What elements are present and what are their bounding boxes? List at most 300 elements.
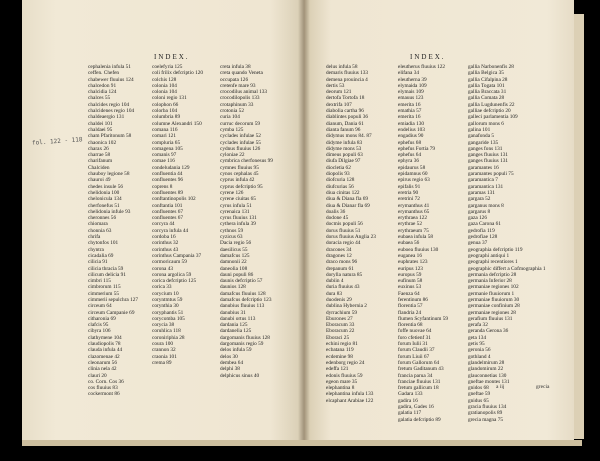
index-entry: dublina Hybernia 2 xyxy=(326,303,367,310)
index-entry: dorus fluuius 51 xyxy=(326,227,361,234)
left-column-2 xyxy=(152,64,218,366)
index-entry: cilicia 91 xyxy=(88,259,108,266)
index-entry: garamantes 16 xyxy=(468,164,499,171)
index-entry: coruhlica 118 xyxy=(152,328,181,335)
index-entry: confluentia 44 xyxy=(152,171,183,178)
index-entry: cordoba 16 xyxy=(152,234,176,241)
index-entry: edeffa 121 xyxy=(326,366,349,373)
index-entry: gallia Braccata 31 xyxy=(468,89,507,96)
index-entry: ganges fluuius 131 xyxy=(468,152,509,159)
index-entry: Gadara 133 xyxy=(398,391,423,398)
index-entry: euganea 16 xyxy=(398,252,422,259)
index-entry: corycomba 105 xyxy=(152,315,185,322)
index-entry: gallorum mons 6 xyxy=(468,120,504,127)
index-entry: cythnos 59 xyxy=(220,227,244,234)
index-entry: emerita 16 xyxy=(398,114,421,121)
index-entry: gedrofiae 128 xyxy=(468,234,498,241)
index-entry: garamantica 131 xyxy=(468,183,504,190)
index-entry: docmis populi 56 xyxy=(326,221,363,228)
index-entry: colorba 104 xyxy=(152,108,178,115)
index-entry: cymnes fluuius 95 xyxy=(220,164,259,171)
index-entry: cyrus infula 51 xyxy=(220,202,252,209)
index-entry: florentia 57 xyxy=(398,303,423,310)
index-entry: gnidus 65 xyxy=(468,397,489,404)
index-entry: danubius fluuius 113 xyxy=(220,303,265,310)
index-entry: gargarus 8 xyxy=(468,208,491,215)
index-entry: germaniae regiones 28 xyxy=(468,309,516,316)
index-entry: emiadia 130 xyxy=(398,120,425,127)
index-entry: curia 104 xyxy=(220,114,240,121)
index-entry: chalcidenes regio 104 xyxy=(88,108,135,115)
index-entry: germania Inferior 28 xyxy=(468,278,512,285)
index-entry: foro cfetienf 31 xyxy=(398,334,431,341)
index-entry: chelidonia 100 xyxy=(88,189,120,196)
page-edges xyxy=(574,14,584,439)
book-gutter xyxy=(298,0,310,443)
index-entry: chonnia 63 xyxy=(88,227,112,234)
index-entry: chauboy legione 58 xyxy=(88,171,130,178)
index-entry: dauni populi 86 xyxy=(220,271,254,278)
index-entry: chaldei 101 xyxy=(88,120,113,127)
index-entry: curruc decorum 59 xyxy=(220,120,261,127)
index-entry: drepanum 61 xyxy=(326,265,354,272)
index-entry: germania defcriptio 28 xyxy=(468,271,517,278)
index-entry: corinthus 43 xyxy=(152,246,179,253)
index-entry: corcyra infula 44 xyxy=(152,227,189,234)
index-entry: dianum, Dania 61 xyxy=(326,120,364,127)
index-entry: columne Alexandri 150 xyxy=(152,120,202,127)
index-entry: erythraeum 75 xyxy=(398,227,429,234)
index-entry: confluentes 89 xyxy=(152,189,184,196)
index-entry: dimeus populi 63 xyxy=(326,152,363,159)
index-entry: colonia 104 xyxy=(152,89,177,96)
index-entry: garamas 131 xyxy=(468,189,495,196)
index-entry: ceffen. Chefen xyxy=(88,70,120,77)
index-entry: europus 59 xyxy=(398,271,422,278)
index-entry: dianta fanum 96 xyxy=(326,126,361,133)
index-entry: ephyra 36 xyxy=(398,158,420,165)
index-entry: elcaphant Arabiae 122 xyxy=(326,397,374,404)
index-entry: delos 30 xyxy=(220,353,238,360)
index-entry: geographi recentiores 1 xyxy=(468,259,518,266)
index-entry: chalcedon 91 xyxy=(88,82,117,89)
index-entry: getis 95 xyxy=(468,341,485,348)
index-entry: geranda Gerona 36 xyxy=(468,328,509,335)
index-entry: cimbrorum 115 xyxy=(88,284,121,291)
index-entry: colonia 104 xyxy=(152,82,177,89)
index-entry: creta quando Veneta xyxy=(220,70,263,77)
index-entry: cham Pfaritonum 58 xyxy=(88,133,132,140)
index-entry: coryntmtus 59 xyxy=(152,296,183,303)
index-entry: geographic differt a Cofmographia 1 xyxy=(468,265,546,272)
index-entry: geta 134 xyxy=(468,334,487,341)
index-entry: charax 26 xyxy=(88,145,109,152)
index-entry: gedrofia 119 xyxy=(468,227,495,234)
index-entry: gerafium fluuius 131 xyxy=(468,315,513,322)
index-entry: clathymene 104 xyxy=(88,334,122,341)
index-entry: erythrae 52 xyxy=(398,221,422,228)
index-entry: daesilicus 55 xyxy=(220,246,248,253)
index-entry: geronia 56 xyxy=(468,347,491,354)
index-entry: corynthia 30 xyxy=(152,303,179,310)
index-entry: gnidos 68 xyxy=(468,385,489,392)
index-entry: euxinus 53 xyxy=(398,284,422,291)
index-entry: eubaea 56 xyxy=(398,240,420,247)
index-entry: cyclades infulae 55 xyxy=(220,139,261,146)
index-entry: conftantinopolis 102 xyxy=(152,196,196,203)
index-entry: chauroi 49 xyxy=(88,177,111,184)
index-entry: co. Corn. Cos 36 xyxy=(88,378,124,385)
index-entry: circeum 64 xyxy=(88,303,112,310)
index-entry: confluentes 67 xyxy=(152,208,184,215)
index-entry: ferentinum 86 xyxy=(398,296,428,303)
right-column-3 xyxy=(468,64,546,423)
index-entry: crotonia 52 xyxy=(220,108,244,115)
index-entry: delus infula 58 xyxy=(326,64,358,70)
index-entry: glauconnetias 130 xyxy=(468,372,507,379)
index-entry: demaris fluuius 133 xyxy=(326,70,369,77)
index-entry: damafcus fluuius 128 xyxy=(220,290,266,297)
index-entry: dorus fluuius Anglia 23 xyxy=(326,234,376,241)
index-entry: ganges fluuius 131 xyxy=(468,158,509,165)
index-entry: crotaphinum 33 xyxy=(220,101,254,108)
index-entry: chyntra xyxy=(88,246,104,253)
index-entry: dextrifa 107 xyxy=(326,101,352,108)
index-entry: garganus mons 8 xyxy=(468,202,504,209)
index-entry: clauri 20 xyxy=(88,372,107,379)
index-entry: gallia Lugdunenfis 22 xyxy=(468,101,515,108)
index-entry: diufa Dilgiae 97 xyxy=(326,158,361,165)
index-entry: chaonica 102 xyxy=(88,139,117,146)
index-entry: cretenfe mare 93 xyxy=(220,82,256,89)
index-entry: dertofa Tortofa 18 xyxy=(326,95,365,102)
index-entry: fretum gallicum 18 xyxy=(398,385,439,392)
index-entry: forum Liuii 67 xyxy=(398,353,430,360)
index-entry: diua & Dianar fla 69 xyxy=(326,202,370,209)
index-entry: Dacia regio 56 xyxy=(220,240,252,247)
index-entry: dembea 64 xyxy=(220,359,244,366)
index-entry: delphicus sinus 40 xyxy=(220,372,260,379)
index-entry: germanie fluuiorum 1 xyxy=(468,290,515,297)
index-entry: chalcidia 124 xyxy=(88,89,117,96)
index-entry: grecia magna 75 xyxy=(468,416,504,423)
index-entry: epidamnus 60 xyxy=(398,171,428,178)
index-entry: chedes insule 56 xyxy=(88,183,124,190)
index-entry: emathia 57 xyxy=(398,108,422,115)
index-entry: chytonfos 101 xyxy=(88,240,119,247)
index-entry: gaza 126 xyxy=(468,215,487,222)
index-entry: endelius 103 xyxy=(398,126,425,133)
index-entry: didyme mons 53 xyxy=(326,145,362,152)
index-entry: danubius 31 xyxy=(220,309,246,316)
index-entry: forum Iulii 31 xyxy=(398,341,428,348)
index-entry: dracones 34 xyxy=(326,246,352,253)
index-entry: galatia 117 xyxy=(398,410,422,417)
index-entry: ephefus 68 xyxy=(398,139,422,146)
index-entry: dura 83 xyxy=(326,290,343,297)
index-entry: clazomenae 42 xyxy=(88,353,120,360)
index-entry: clinia nela 42 xyxy=(88,366,117,373)
index-entry: gallia Cifalpina 28 xyxy=(468,76,508,83)
index-entry: dodone 45 xyxy=(326,215,349,222)
index-entry: compluria 65 xyxy=(152,139,181,146)
index-entry: egeon mare 35 xyxy=(326,378,358,385)
index-entry: coryphantis 51 xyxy=(152,309,184,316)
index-entry: circeum Campanie 69 xyxy=(88,309,135,316)
right-page-header: INDEX. xyxy=(410,53,446,61)
index-entry: coura 100 xyxy=(152,341,174,348)
index-entry: garamantica 7 xyxy=(468,177,498,184)
index-entry: condeludania 129 xyxy=(152,164,190,171)
index-entry: diua cinitas 122 xyxy=(326,189,360,196)
index-entry: claudiopolis 78 xyxy=(88,341,121,348)
index-entry: ganafonda 5 xyxy=(468,133,495,140)
index-entry: engadius 90 xyxy=(398,133,424,140)
index-entry: corycium 10 xyxy=(152,290,179,297)
index-entry: cyrenaica 131 xyxy=(220,208,250,215)
index-entry: didyme infula 83 xyxy=(326,139,363,146)
index-entry: eleutherna 39 xyxy=(398,76,427,83)
index-entry: cos fluuius 83 xyxy=(88,385,118,392)
index-entry: diablintes populi 36 xyxy=(326,114,369,121)
index-entry: comanis 97 xyxy=(152,152,177,159)
index-entry: cilicia thracia 59 xyxy=(88,265,124,272)
index-entry: gerafa 32 xyxy=(468,322,488,329)
index-entry: chelidonia infule 93 xyxy=(88,208,131,215)
index-entry: diabolia cartha 96 xyxy=(326,108,364,115)
index-entry: damafcus 125 xyxy=(220,252,250,259)
index-entry: comana 116 xyxy=(152,126,178,133)
right-column-2 xyxy=(398,64,464,423)
index-entry: gallia Belgica 35 xyxy=(468,70,504,77)
index-entry: dargomanis fluuius 128 xyxy=(220,334,270,341)
index-entry: eufinum 58 xyxy=(398,278,423,285)
index-entry: cyclades infulae 52 xyxy=(220,133,261,140)
index-entry: ephefus 64 xyxy=(398,152,422,159)
index-entry: crocodilus animal 133 xyxy=(220,89,268,96)
index-entry: franciae fluuius 131 xyxy=(398,378,441,385)
index-entry: comae 116 xyxy=(152,158,175,165)
index-entry: dragones 12 xyxy=(326,252,352,259)
index-entry: euripus 123 xyxy=(398,265,423,272)
index-entry: confluentes 67 xyxy=(152,215,184,222)
index-entry: germaniae regiones 102 xyxy=(468,284,519,291)
index-entry: duria fluuius 43 xyxy=(326,284,360,291)
index-entry: cibyra 106 xyxy=(88,328,111,335)
index-entry: clauda infula 44 xyxy=(88,347,123,354)
index-entry: chaldaei 95 xyxy=(88,126,113,133)
index-entry: charrae 58 xyxy=(88,152,111,159)
index-entry: Faenza 64 xyxy=(398,290,420,297)
index-entry: germaniae fluuiorum 30 xyxy=(468,296,520,303)
index-entry: fretum Gaditanum 43 xyxy=(398,366,444,373)
index-entry: coprens 8 xyxy=(152,183,173,190)
index-entry: demena prouincia 4 xyxy=(326,76,368,83)
index-entry: ecdemine 98 xyxy=(326,353,353,360)
index-entry: eubaea infula 58 xyxy=(398,234,434,241)
index-entry: elephantina 8 xyxy=(326,385,355,392)
index-entry: clafcis 95 xyxy=(88,322,109,329)
index-entry: draco mons 96 xyxy=(326,259,358,266)
index-entry: flandria 24 xyxy=(398,309,422,316)
index-entry: diocletia 62 xyxy=(326,164,351,171)
index-entry: gracia fluuius 134 xyxy=(468,404,507,411)
index-entry: diua & Diana fla 69 xyxy=(326,196,369,203)
index-entry: Eboracum 22 xyxy=(326,328,355,335)
index-entry: chabewer fluuius 124 xyxy=(88,76,134,83)
index-entry: gneftae montes 131 xyxy=(468,378,510,385)
index-entry: doalis 36 xyxy=(326,208,346,215)
index-entry: dardanelia 125 xyxy=(220,328,252,335)
index-entry: didymus mons 84. 87 xyxy=(326,133,372,140)
index-entry: cimmerium 55 xyxy=(88,290,120,297)
index-entry: galleci parlamentia 109 xyxy=(468,114,518,121)
index-entry: garamantes populi 75 xyxy=(468,171,514,178)
index-entry: gallia Comata 28 xyxy=(468,95,505,102)
index-entry: crannon 32 xyxy=(152,347,176,354)
index-entry: cephalenia infula 51 xyxy=(88,64,131,70)
right-column-1 xyxy=(326,64,396,404)
index-entry: colophon 66 xyxy=(152,101,179,108)
index-entry: geographi antiqui 1 xyxy=(468,252,510,259)
index-entry: epirus regio 63 xyxy=(398,177,430,184)
index-entry: creta infula 38 xyxy=(220,64,251,70)
index-entry: cilicum delicia 91 xyxy=(88,271,126,278)
index-entry: emerita 16 xyxy=(398,101,421,108)
index-entry: gaza Carona 61 xyxy=(468,221,501,228)
index-entry: coelefyria 125 xyxy=(152,64,183,70)
index-entry: crocodilopolis 133 xyxy=(220,95,260,102)
index-entry: elymaida 109 xyxy=(398,82,427,89)
index-entry: eretrini 72 xyxy=(398,196,420,203)
index-entry: danubi ortus 113 xyxy=(220,315,256,322)
index-entry: coli frilix defcriptio 120 xyxy=(152,70,204,77)
index-entry: gallia Togata 101 xyxy=(468,82,505,89)
index-entry: confluentes 96 xyxy=(152,177,184,184)
index-entry: edonis fluuius 59 xyxy=(326,372,363,379)
index-entry: cymbrica cherfonesus 99 xyxy=(220,158,273,165)
index-entry: cleonarum 56 xyxy=(88,359,117,366)
index-entry: cyprus defcriptio 95 xyxy=(220,183,263,190)
index-entry: corinthus Campania 37 xyxy=(152,252,202,259)
index-entry: gallia Narbonenfis 28 xyxy=(468,64,514,70)
index-entry: Eburones 27 xyxy=(326,315,353,322)
index-entry: cheronnes 56 xyxy=(88,215,117,222)
index-entry: cormoricaum 59 xyxy=(152,259,187,266)
index-entry: gothland 4 xyxy=(468,353,491,360)
index-entry: gratianopolis 89 xyxy=(468,410,503,417)
index-entry: corona argolica 59 xyxy=(152,271,192,278)
index-entry: corycia 38 xyxy=(152,322,175,329)
index-entry: conftantia 101 xyxy=(152,202,183,209)
margin-note: fol. 122 - 118 xyxy=(31,136,83,147)
index-entry: geographia defcriptio 119 xyxy=(468,246,523,253)
index-entry: edenborg regio 24 xyxy=(326,359,365,366)
index-entry: deorum 121 xyxy=(326,89,352,96)
index-entry: ephefus Fortia 79 xyxy=(398,145,436,152)
left-column-1 xyxy=(88,64,150,398)
index-entry: gneftae 59 xyxy=(468,391,491,398)
index-entry: chrifa xyxy=(88,234,101,241)
index-entry: galatia defcriptio 89 xyxy=(398,416,441,423)
index-entry: diofcuria 128 xyxy=(326,177,355,184)
index-entry: corcyra 44 xyxy=(152,221,175,228)
index-entry: comari 121 xyxy=(152,133,176,140)
index-entry: eleutherus fluuius 122 xyxy=(398,64,446,70)
index-entry: foffe nuovae 64 xyxy=(398,328,432,335)
index-entry: chalces 55 xyxy=(88,95,111,102)
index-entry: gargara 52 xyxy=(468,196,491,203)
index-entry: forum Gallorum 64 xyxy=(398,359,440,366)
index-entry: elymais 109 xyxy=(398,89,424,96)
index-entry: dargomanis regio 59 xyxy=(220,341,264,348)
left-page-header: INDEX. xyxy=(154,53,190,61)
index-entry: colchis 128 xyxy=(152,76,177,83)
index-entry: genua 37 xyxy=(468,240,488,247)
index-entry: erymanthus 41 xyxy=(398,202,430,209)
signature-mark: a iij xyxy=(496,384,505,390)
index-entry: erymanthus 65 xyxy=(398,208,430,215)
index-entry: francia parua 34 xyxy=(398,372,433,379)
index-entry: florentia 68 xyxy=(398,322,423,329)
index-entry: cyrene ciuitas 65 xyxy=(220,196,256,203)
index-entry: diopolis 93 xyxy=(326,171,350,178)
index-entry: cyloniae 22 xyxy=(220,152,245,159)
index-entry: dertis 53 xyxy=(326,82,345,89)
catchword: grecia xyxy=(536,384,550,390)
index-entry: elifana 34 xyxy=(398,70,420,77)
index-entry: echini regio 81 xyxy=(326,341,358,348)
index-entry: euphrates 123 xyxy=(398,259,428,266)
index-entry: dyrrachium 59 xyxy=(326,309,358,316)
index-entry: cimbri 115 xyxy=(88,278,111,285)
index-entry: comagena 105 xyxy=(152,145,183,152)
index-entry: cydnus fluuius 126 xyxy=(220,145,261,152)
index-entry: daunios 128 xyxy=(220,284,246,291)
index-entry: cyprus infula 42 xyxy=(220,177,255,184)
index-entry: emauus 123 xyxy=(398,95,424,102)
index-entry: corica 33 xyxy=(152,284,172,291)
index-entry: delphi 38 xyxy=(220,366,240,373)
index-entry: elephantina infula 133 xyxy=(326,391,374,398)
index-entry: Eboraci 25 xyxy=(326,334,350,341)
index-entry: coroniriphia 28 xyxy=(152,334,185,341)
index-entry: citharonia 69 xyxy=(88,315,116,322)
index-entry: germaniae confinium 28 xyxy=(468,303,520,310)
index-entry: cyrus fluuius 131 xyxy=(220,215,257,222)
index-entry: occupata 126 xyxy=(220,76,249,83)
index-entry: epidaurus 58 xyxy=(398,164,426,171)
index-entry: craonia 101 xyxy=(152,353,177,360)
index-entry: flumen Scyfantinum 59 xyxy=(398,315,449,322)
index-entry: cockermont 86 xyxy=(88,391,120,398)
index-entry: chiomara xyxy=(88,221,108,228)
index-entry: Eboracum 33 xyxy=(326,322,355,329)
index-entry: epifalis 91 xyxy=(398,183,421,190)
index-entry: cymba 125 xyxy=(220,126,244,133)
index-entry: chelonicula 134 xyxy=(88,196,122,203)
index-entry: crema 89 xyxy=(152,359,172,366)
index-entry: coloni regio 131 xyxy=(152,95,187,102)
index-entry: damnonii 22 xyxy=(220,259,247,266)
index-entry: dardania 125 xyxy=(220,322,248,329)
index-entry: gadira 16 xyxy=(398,397,418,404)
page-bottom-edge xyxy=(22,440,582,446)
index-entry: diufcurias 56 xyxy=(326,183,354,190)
index-entry: galliae defcriptio 20 xyxy=(468,108,511,115)
index-entry: eretria 90 xyxy=(398,189,419,196)
index-entry: erythraea 122 xyxy=(398,215,427,222)
